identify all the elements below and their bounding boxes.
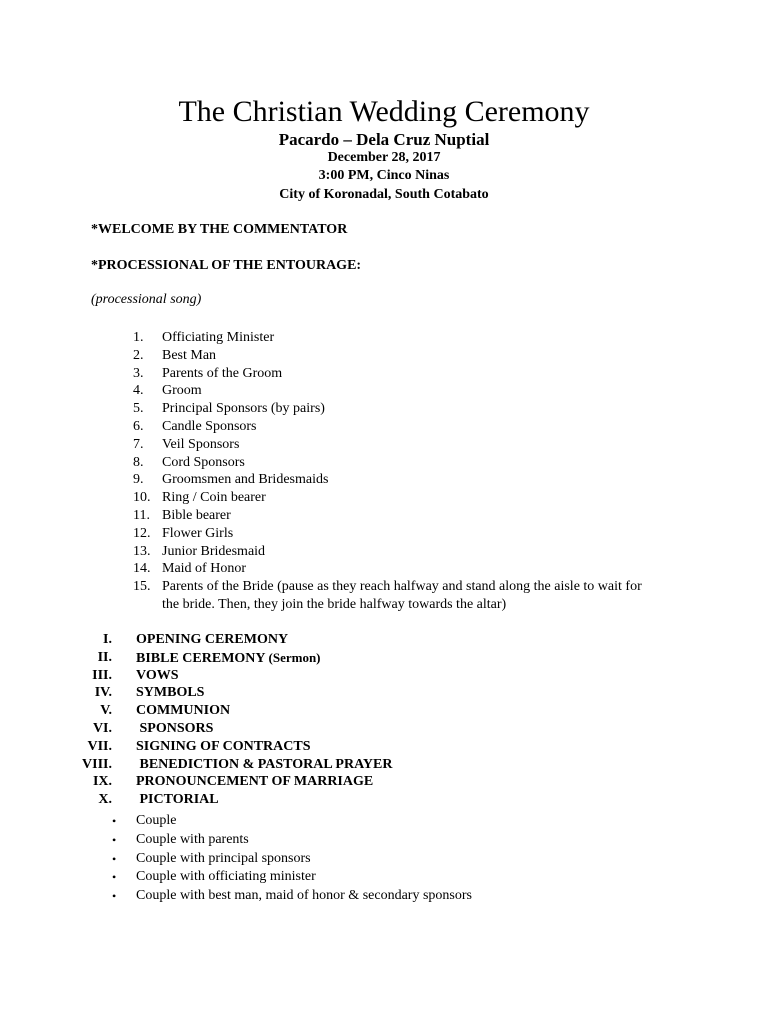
ceremony-part-numeral: IX.: [92, 774, 112, 790]
entourage-item-text: Veil Sponsors: [162, 436, 240, 452]
ceremony-part-numeral: V.: [100, 703, 112, 719]
ceremony-part-label: BIBLE CEREMONY: [136, 650, 266, 666]
ceremony-part-numeral: II.: [97, 649, 112, 665]
ceremony-part: [70, 684, 570, 702]
entourage-item: [133, 454, 653, 472]
pictorial-list: [112, 812, 612, 906]
entourage-item-text: Groom: [162, 383, 202, 399]
entourage-item: [133, 347, 653, 365]
ceremony-part-label-wrap: [136, 791, 219, 809]
entourage-item-number: 5.: [133, 401, 144, 417]
entourage-item-number: 12.: [133, 525, 151, 541]
entourage-item: [133, 382, 653, 400]
processional-heading: *PROCESSIONAL OF THE ENTOURAGE:: [91, 258, 362, 273]
entourage-list: [133, 329, 653, 614]
ceremony-part-label-wrap: [136, 738, 311, 756]
entourage-item-number: 4.: [133, 383, 144, 399]
ceremony-part-numeral: VIII.: [82, 756, 112, 772]
ceremony-part-label-wrap: [136, 649, 321, 668]
ceremony-part: [70, 720, 570, 738]
ceremony-part-label: COMMUNION: [136, 703, 231, 719]
pictorial-item: [112, 831, 612, 850]
entourage-item: [133, 400, 653, 418]
pictorial-item: [112, 887, 612, 906]
ceremony-part: [70, 631, 570, 649]
entourage-item-number: 9.: [133, 472, 144, 488]
ceremony-part-numeral: VII.: [87, 738, 112, 754]
entourage-item-text: Officiating Minister: [162, 330, 275, 345]
processional-note: (processional song): [91, 292, 202, 307]
entourage-item: [133, 525, 653, 543]
entourage-item: [133, 471, 653, 489]
ceremony-part-numeral: IV.: [94, 685, 112, 701]
entourage-item-text: Maid of Honor: [162, 561, 246, 577]
event-city: City of Koronadal, South Cotabato: [279, 187, 489, 202]
entourage-item-number: 15.: [133, 579, 151, 595]
ceremony-part-label-wrap: [136, 684, 204, 702]
bullet-icon: •: [112, 870, 117, 885]
bullet-icon: •: [112, 832, 117, 847]
ceremony-part-label: BENEDICTION & PASTORAL PRAYER: [136, 756, 393, 772]
entourage-item-number: 8.: [133, 454, 144, 470]
entourage-item-text: Junior Bridesmaid: [162, 543, 266, 559]
ceremony-part: [70, 738, 570, 756]
entourage-item-number: 2.: [133, 347, 144, 363]
bullet-icon: •: [112, 889, 117, 904]
entourage-item-text: Parents of the Bride (pause as they reach halfway and stand along the aisle to wait for the bride. Then, they join the bride halfway towards the altar): [162, 579, 642, 612]
ceremony-part: [70, 649, 570, 667]
pictorial-item-text: Couple with officiating minister: [136, 869, 316, 885]
ceremony-part-label-wrap: [136, 773, 373, 791]
ceremony-part-label: PICTORIAL: [136, 792, 219, 808]
entourage-item-number: 13.: [133, 543, 151, 559]
ceremony-part: [70, 667, 570, 685]
ceremony-part: [70, 756, 570, 774]
ceremony-part-numeral: VI.: [92, 720, 112, 736]
ceremony-part-numeral: X.: [98, 792, 112, 808]
pictorial-item-text: Couple: [136, 813, 177, 828]
ceremony-part-label: VOWS: [136, 667, 179, 683]
ceremony-part-numeral: I.: [103, 632, 112, 647]
ceremony-part: [70, 773, 570, 791]
entourage-item-text: Best Man: [162, 347, 217, 363]
entourage-item-number: 10.: [133, 490, 151, 506]
entourage-item-number: 3.: [133, 365, 144, 381]
entourage-item: [133, 329, 653, 347]
ceremony-part-label: PRONOUNCEMENT OF MARRIAGE: [136, 774, 374, 790]
entourage-item: [133, 418, 653, 436]
pictorial-item: [112, 868, 612, 887]
ceremony-part-label-wrap: [136, 667, 179, 685]
entourage-item: [133, 436, 653, 454]
ceremony-part-label: SYMBOLS: [136, 685, 205, 701]
entourage-item-text: Groomsmen and Bridesmaids: [162, 472, 329, 488]
entourage-item-text: Principal Sponsors (by pairs): [162, 401, 325, 417]
entourage-item-text: Flower Girls: [162, 525, 234, 541]
ceremony-part-label: SPONSORS: [136, 720, 214, 736]
event-time-place: 3:00 PM, Cinco Ninas: [318, 168, 450, 183]
entourage-item: [133, 507, 653, 525]
pictorial-item: [112, 812, 612, 831]
ceremony-part-label-wrap: [136, 756, 392, 774]
welcome-heading: *WELCOME BY THE COMMENTATOR: [91, 222, 348, 237]
entourage-item-text: Parents of the Groom: [162, 365, 283, 381]
entourage-item-text: Candle Sponsors: [162, 418, 257, 434]
entourage-item-number: 6.: [133, 418, 144, 434]
document-subtitle: Pacardo – Dela Cruz Nuptial: [278, 130, 490, 149]
entourage-item-number: 14.: [133, 561, 151, 577]
ceremony-part-label-wrap: [136, 631, 288, 649]
entourage-item-number: 1.: [133, 330, 144, 345]
pictorial-item-text: Couple with parents: [136, 831, 249, 847]
ceremony-part-suffix: (Sermon): [268, 649, 321, 665]
entourage-item: [133, 560, 653, 578]
ceremony-parts-list: [70, 631, 570, 809]
ceremony-part-label-wrap: [136, 702, 230, 720]
ceremony-part-numeral: III.: [92, 667, 112, 683]
ceremony-part: [70, 791, 570, 809]
bullet-icon: •: [112, 851, 117, 866]
ceremony-part-label-wrap: [136, 720, 213, 738]
ceremony-part-label: SIGNING OF CONTRACTS: [136, 738, 311, 754]
entourage-item: [133, 543, 653, 561]
pictorial-item-text: Couple with best man, maid of honor & secondary sponsors: [136, 888, 472, 904]
entourage-item: [133, 578, 653, 614]
entourage-item-text: Ring / Coin bearer: [162, 490, 266, 506]
entourage-item-text: Cord Sponsors: [162, 454, 245, 470]
ceremony-part: [70, 702, 570, 720]
pictorial-item: [112, 850, 612, 869]
entourage-item: [133, 365, 653, 383]
entourage-item: [133, 489, 653, 507]
entourage-item-number: 11.: [133, 507, 150, 523]
ceremony-part-label: OPENING CEREMONY: [136, 632, 289, 647]
entourage-item-number: 7.: [133, 436, 144, 452]
event-date: December 28, 2017: [327, 150, 441, 165]
bullet-icon: •: [112, 814, 117, 828]
entourage-item-text: Bible bearer: [162, 507, 231, 523]
document-title: The Christian Wedding Ceremony: [178, 95, 590, 128]
pictorial-item-text: Couple with principal sponsors: [136, 850, 311, 866]
